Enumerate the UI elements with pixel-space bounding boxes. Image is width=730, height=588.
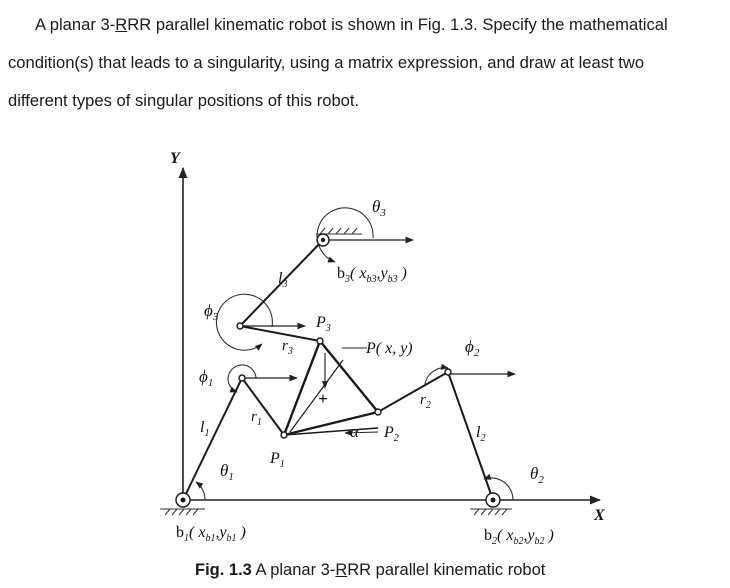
ground-hatch-b3 (316, 228, 362, 234)
P1-label: $P_1$ (270, 450, 285, 470)
caption-underlined-r: R (335, 561, 348, 579)
y-axis-label: Y (170, 150, 180, 167)
phi1-label: $\phi_1$ (199, 367, 214, 389)
ground-hatch-b1 (160, 509, 205, 515)
l2-label: $l_2$ (476, 424, 486, 444)
l1-label: $l_1$ (200, 419, 210, 439)
theta2-label: $\theta_2$ (530, 464, 544, 486)
b2-label: $b_2$( $x_{b2},y_{b2}$ ) (484, 527, 554, 547)
joint-P3 (317, 338, 323, 344)
phi2-label: $\phi_2$ (465, 337, 480, 359)
link-r3 (240, 326, 320, 341)
caption-label: Fig. 1.3 (195, 561, 252, 579)
joint-phi2 (445, 369, 451, 375)
P2-label: $P_2$ (384, 424, 399, 444)
theta1-arc (196, 482, 205, 500)
alpha-label: α (350, 422, 359, 441)
caption-text-start: A planar 3- (251, 561, 336, 579)
theta1-label: $\theta_1$ (220, 461, 234, 483)
link-r1 (242, 378, 284, 435)
question-line-1-end: RR parallel kinematic robot is shown in Fig. 1.3. Specify the mathematical (127, 15, 668, 34)
P3-label: $P_3$ (316, 314, 331, 334)
l3-label: $l_3$ (278, 270, 288, 290)
theta3-label: $\theta_3$ (372, 197, 386, 219)
question-line-3: different types of singular positions of this robot. (8, 91, 360, 110)
joint-P2 (375, 409, 381, 415)
link-l2 (448, 372, 493, 500)
b1-label: $b_1$( $x_{b1},y_{b1}$ ) (176, 524, 246, 544)
plus-label: + (318, 389, 328, 408)
joint-P1 (281, 432, 287, 438)
P-xy-label: P( x, y) (366, 340, 413, 357)
phi3-label: $\phi_3$ (204, 301, 219, 323)
r2-label: $r_2$ (420, 392, 431, 411)
joint-phi3 (237, 323, 243, 329)
figure-caption (195, 561, 545, 580)
x-axis-label: X (594, 507, 605, 524)
ground-hatch-b2 (470, 509, 512, 515)
r1-label: $r_1$ (251, 409, 262, 428)
question-line-1-start: A planar 3- (35, 15, 116, 34)
r3-label: $r_3$ (282, 338, 293, 357)
joint-phi1 (239, 375, 245, 381)
link-r2 (378, 372, 448, 412)
phi2-arc (425, 368, 448, 384)
b3-label: $b_3$( $x_{b3},y_{b3}$ ) (337, 265, 407, 285)
caption-text-end: RR parallel kinematic robot (347, 561, 546, 579)
question-line-2: condition(s) that leads to a singularity, using a matrix expression, and draw at least two (8, 53, 645, 72)
question-underlined-r: R (115, 15, 128, 34)
